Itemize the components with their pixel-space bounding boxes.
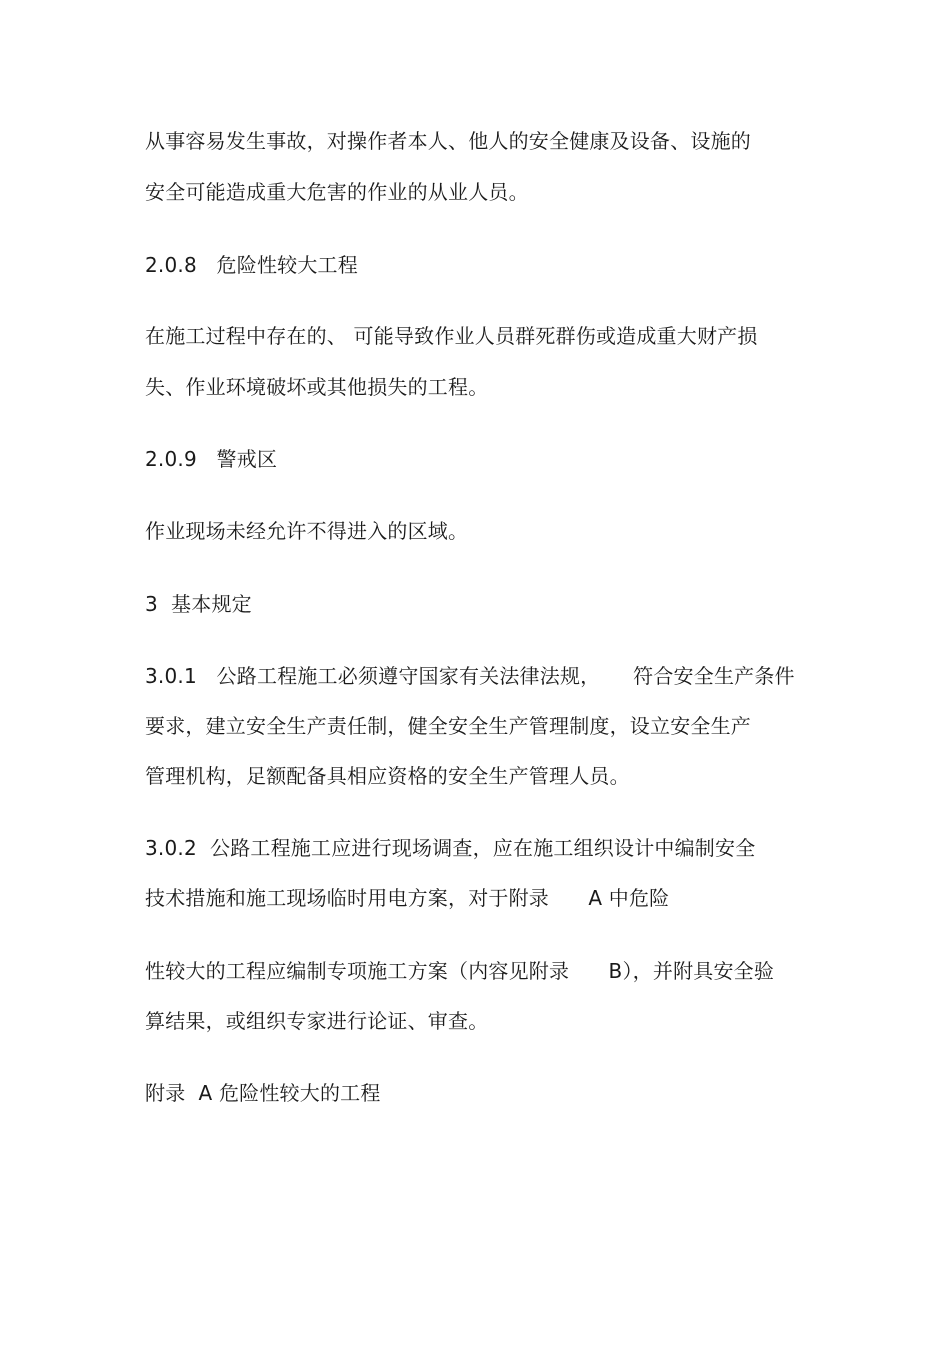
text-line-2: 安全可能造成重大危害的作业的从业人员。 xyxy=(145,180,529,204)
section-heading-2-0-9: 2.0.9 警戒区 xyxy=(145,447,278,471)
section-heading-3-0-2: 3.0.2 公路工程施工应进行现场调查，应在施工组织设计中编制安全 xyxy=(145,836,756,860)
section-heading-2-0-8: 2.0.8 危险性较大工程 xyxy=(145,253,358,277)
text-line-5: 作业现场未经允许不得进入的区域。 xyxy=(145,519,469,543)
text-line-6: 要求，建立安全生产责任制，健全安全生产管理制度，设立安全生产 xyxy=(145,714,751,738)
text-line-9: 性较大的工程应编制专项施工方案（内容见附录 B），并附具安全验 xyxy=(145,959,775,983)
chapter-heading-3: 3 基本规定 xyxy=(145,592,252,616)
text-line-7: 管理机构，足额配备具相应资格的安全生产管理人员。 xyxy=(145,764,630,788)
text-line-8: 技术措施和施工现场临时用电方案，对于附录 A 中危险 xyxy=(145,886,670,910)
appendix-heading-a: 附录 A 危险性较大的工程 xyxy=(145,1081,381,1105)
text-line-3: 在施工过程中存在的、 可能导致作业人员群死群伤或造成重大财产损 xyxy=(145,324,758,348)
text-line-10: 算结果，或组织专家进行论证、审查。 xyxy=(145,1009,489,1033)
section-heading-3-0-1: 3.0.1 公路工程施工必须遵守国家有关法律法规， 符合安全生产条件 xyxy=(145,664,795,688)
text-line-1: 从事容易发生事故，对操作者本人、他人的安全健康及设备、设施的 xyxy=(145,129,751,153)
text-line-4: 失、作业环境破坏或其他损失的工程。 xyxy=(145,375,489,399)
